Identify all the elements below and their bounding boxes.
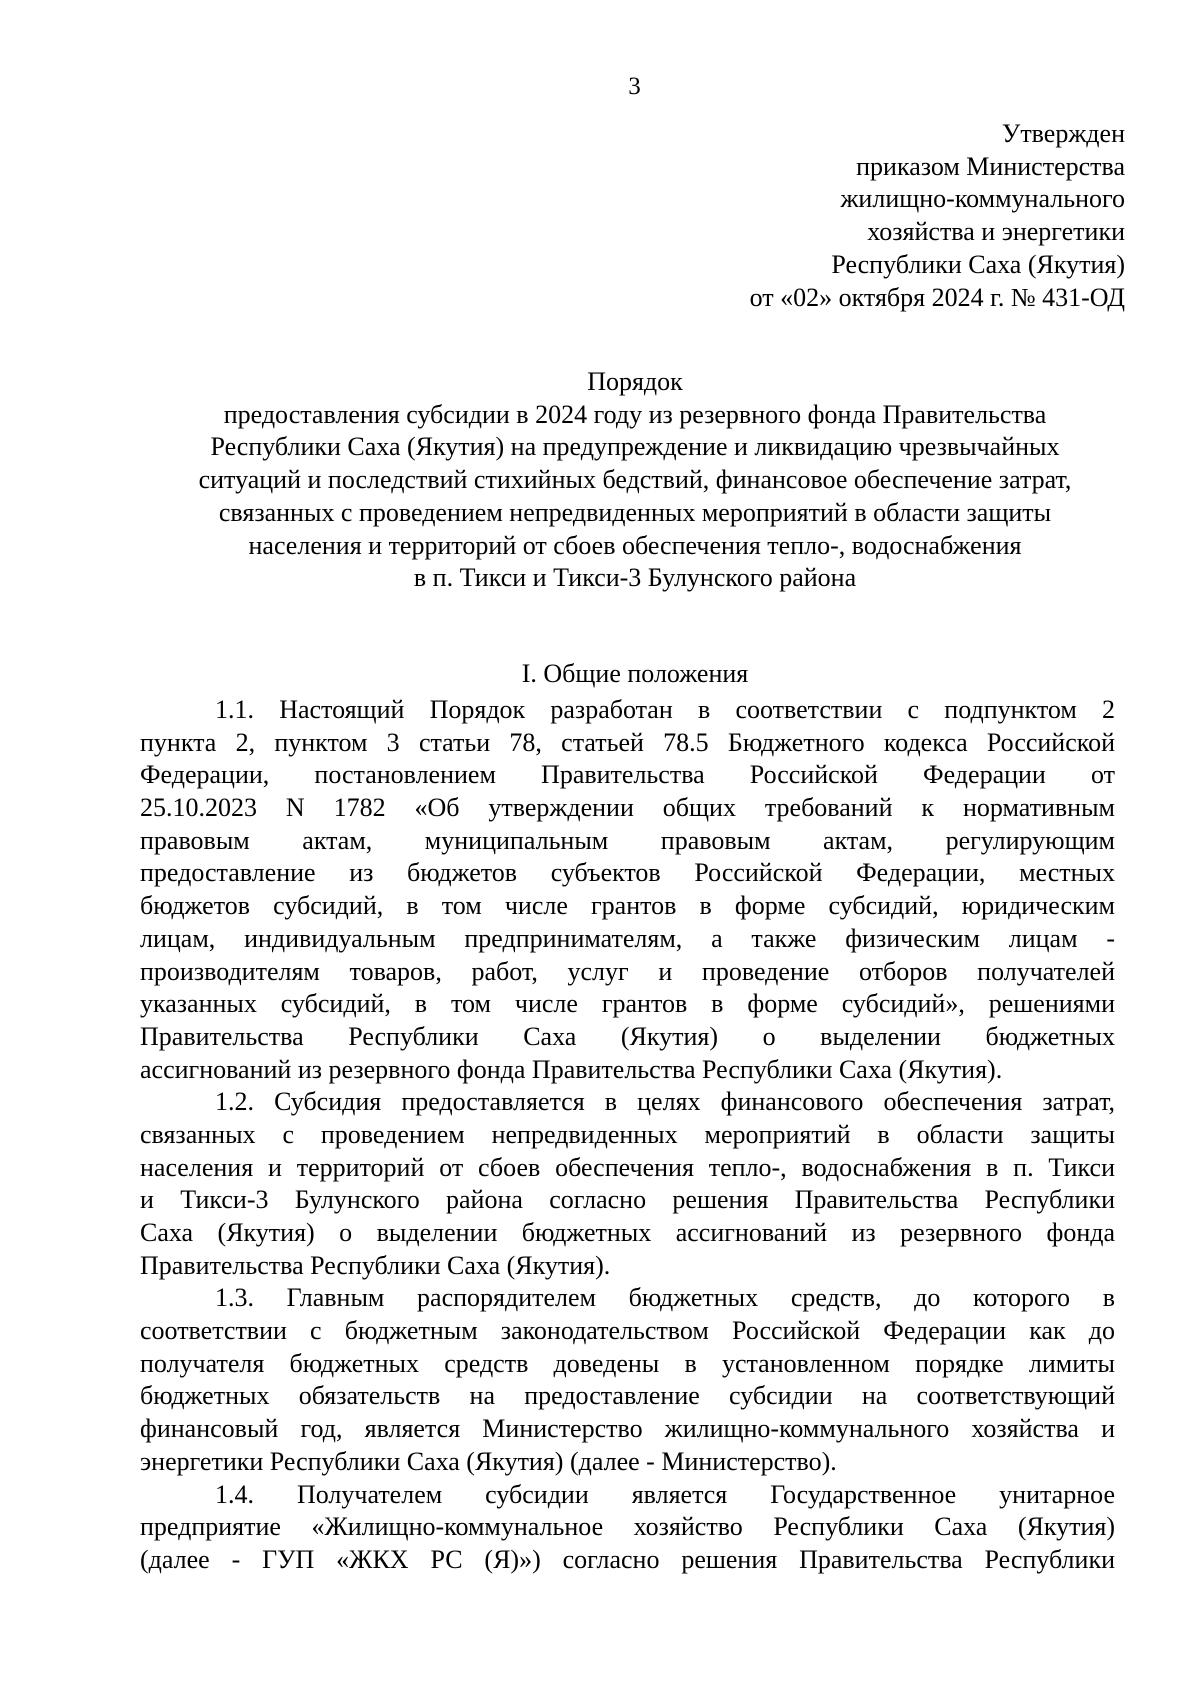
paragraph-line: Саха (Якутия) о выделении бюджетных ассигнований из резервного фонда xyxy=(140,1218,1115,1247)
document-title-block xyxy=(140,366,1130,595)
document-title-line: населения и территорий от сбоев обеспечения тепло-, водоснабжения xyxy=(248,530,1022,560)
approval-date-number-line: от «02» октября 2024 г. № 431-ОД xyxy=(749,282,1125,312)
paragraph-line: пункта 2, пунктом 3 статьи 78, статьей 78.5 Бюджетного кодекса Российской xyxy=(140,727,1115,757)
paragraph-line: предприятие «Жилищно-коммунальное хозяйство Республики Саха (Якутия) xyxy=(140,1512,1115,1542)
paragraph-line: Правительства Республики Саха (Якутия) о выделении бюджетных xyxy=(140,1021,1115,1051)
document-title-line: предоставления субсидии в 2024 году из резервного фонда Правительства xyxy=(223,399,1047,429)
paragraph-line: (далее - ГУП «ЖКХ РС (Я)») согласно решения Правительства Республики xyxy=(140,1544,1115,1574)
document-title-line: Республики Саха (Якутия) на предупреждение и ликвидацию чрезвычайных xyxy=(210,432,1060,462)
approval-line: жилищно-коммунального xyxy=(840,184,1125,214)
page-number: 3 xyxy=(628,73,641,100)
approval-stamp-block xyxy=(525,118,1125,314)
document-title-line: связанных с проведением непредвиденных мероприятий в области защиты xyxy=(218,497,1052,527)
approval-line: Утвержден xyxy=(1001,119,1125,148)
approval-line: Республики Саха (Якутия) xyxy=(831,249,1125,279)
section-body-text xyxy=(140,694,1115,1577)
paragraph-line: лицам, индивидуальным предпринимателям, а также физическим лицам - xyxy=(140,923,1115,953)
paragraph-line: бюджетных обязательств на предоставление субсидии на соответствующий xyxy=(140,1381,1115,1411)
section-heading: I. Общие положения xyxy=(521,659,749,688)
paragraph-line: связанных с проведением непредвиденных мероприятий в области защиты xyxy=(140,1119,1115,1149)
paragraph-line: Федерации, постановлением Правительства Российской Федерации от xyxy=(140,760,1115,790)
paragraph-line: указанных субсидий, в том числе грантов в форме субсидий», решениями xyxy=(140,989,1115,1019)
paragraph-line: финансовый год, является Министерство жилищно-коммунального хозяйства и xyxy=(140,1414,1115,1444)
paragraph-line: предоставление из бюджетов субъектов Российской Федерации, местных xyxy=(140,858,1115,888)
paragraph-line: производителям товаров, работ, услуг и проведение отборов получателей xyxy=(140,956,1115,986)
paragraph-first-line: 1.2. Субсидия предоставляется в целях финансового обеспечения затрат, xyxy=(215,1087,1115,1117)
paragraph-line: бюджетов субсидий, в том числе грантов в форме субсидий, юридическим xyxy=(140,891,1115,921)
paragraph-line: ассигнований из резервного фонда Правительства Республики Саха (Якутия). xyxy=(140,1054,1003,1084)
paragraph-line: Правительства Республики Саха (Якутия). xyxy=(140,1250,611,1280)
document-title-heading: Порядок xyxy=(587,367,683,396)
approval-line: хозяйства и энергетики xyxy=(867,217,1125,247)
paragraph-line: получателя бюджетных средств доведены в установленном порядке лимиты xyxy=(140,1348,1115,1378)
paragraph-line: правовым актам, муниципальным правовым актам, регулирующим xyxy=(140,825,1115,855)
approval-line: приказом Министерства xyxy=(856,151,1125,181)
paragraph-first-line: 1.4. Получателем субсидии является Государственное унитарное xyxy=(215,1479,1115,1509)
paragraph-line: 25.10.2023 N 1782 «Об утверждении общих требований к нормативным xyxy=(140,793,1115,823)
paragraph-first-line: 1.1. Настоящий Порядок разработан в соответствии с подпунктом 2 xyxy=(215,695,1115,724)
paragraph-line: и Тикси-3 Булунского района согласно решения Правительства Республики xyxy=(140,1185,1115,1215)
paragraph-line: соответствии с бюджетным законодательством Российской Федерации как до xyxy=(140,1316,1115,1346)
paragraph-first-line: 1.3. Главным распорядителем бюджетных средств, до которого в xyxy=(215,1283,1115,1313)
document-title-line: в п. Тикси и Тикси-3 Булунского района xyxy=(413,563,857,593)
paragraph-line: населения и территорий от сбоев обеспечения тепло-, водоснабжения в п. Тикси xyxy=(140,1152,1115,1182)
paragraph-line: энергетики Республики Саха (Якутия) (далее - Министерство). xyxy=(140,1446,837,1476)
document-title-line: ситуаций и последствий стихийных бедствий, финансовое обеспечение затрат, xyxy=(198,465,1072,495)
